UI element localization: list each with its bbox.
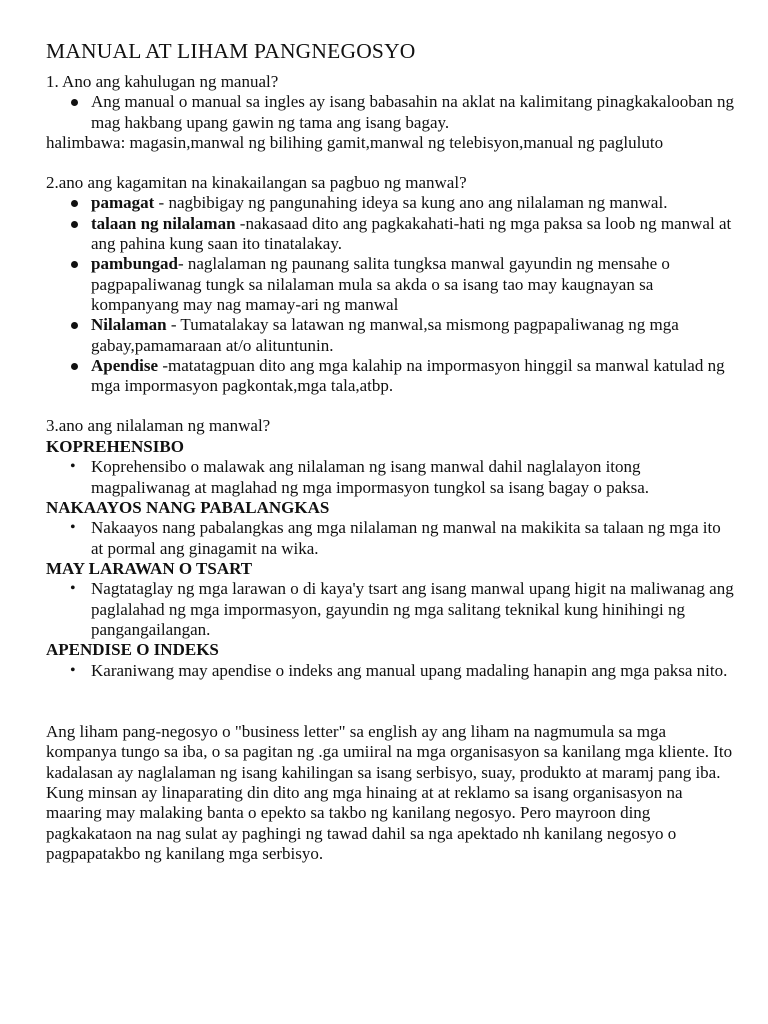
document-title: MANUAL AT LIHAM PANGNEGOSYO [46, 39, 416, 63]
term-label: talaan ng nilalaman [91, 213, 236, 233]
koprehensibo-list [46, 457, 736, 498]
term-description: - naglalaman ng paunang salita tungksa manwal gayundin ng mensahe o pagpapaliwanag tungk sa nilalaman mula sa akda o sa isang tao may kaugnayan sa kompanyang may nag mamay-ari ng manwal [91, 254, 670, 314]
subheading-larawan: MAY LARAWAN O TSART [46, 558, 253, 578]
spacer [46, 396, 736, 416]
apendise-list [46, 661, 736, 681]
spacer [46, 153, 736, 173]
subheading-nakaayos: NAKAAYOS NANG PABALANGKAS [46, 497, 330, 517]
list-item [46, 254, 736, 315]
section-1-list [46, 92, 736, 133]
list-item [46, 193, 736, 213]
example-text: halimbawa: magasin,manwal ng bilihing gamit,manwal ng telebisyon,manual ng pagluluto [46, 132, 664, 152]
term-description: -matatagpuan dito ang mga kalahip na impormasyon hinggil sa manwal katulad ng mga impormasyon pagkontak,mga tala,atbp. [91, 355, 725, 396]
question-3: 3.ano ang nilalaman ng manwal? [46, 416, 271, 436]
list-item [46, 92, 736, 133]
term-label: Nilalaman [91, 315, 167, 335]
list-item-text: Koprehensibo o malawak ang nilalaman ng isang manwal dahil naglalayon itong magpaliwanag at maglahad ng mga impormasyon tungkol sa isang bagay o paksa. [91, 457, 650, 497]
closing-paragraph: Ang liham pang-negosyo o "business letter" sa english ay ang liham na nagmumula sa mga kompanya tungo sa iba, o sa pagitan ng .ga umiiral na mga organisasyon sa kanilang mga kliente. Ito kadalasan ay naglalaman ng isang kahilingan sa isang serbisyo, suay, produkto at maramj pang iba. Kung minsan ay linaparating din dito ang mga hinaing at at reklamo sa isang organisasyon na maaring may malaking banta o epekto sa takbo ng kanilang negosyo. Pero mayroon ding pagkakataon na nag sulat ay paghingi ng tawad dahil sa nga apektado nh kanilang negosyo o pagpapatakbo ng kanilang mga serbisyo. [46, 722, 733, 863]
document-page [46, 38, 736, 864]
list-item [46, 214, 736, 255]
larawan-list [46, 579, 736, 640]
question-2: 2.ano ang kagamitan na kinakailangan sa pagbuo ng manwal? [46, 173, 467, 193]
term-label: Apendise [91, 355, 159, 375]
question-1: 1. Ano ang kahulugan ng manual? [46, 72, 279, 91]
list-item [46, 661, 736, 681]
list-item [46, 356, 736, 397]
list-item [46, 579, 736, 640]
term-description: - Tumatalakay sa latawan ng manwal,sa mismong pagpapaliwanag ng mga gabay,pamamaraan at/o alituntunin. [91, 315, 679, 355]
subheading-koprehensibo: KOPREHENSIBO [46, 436, 184, 456]
subheading-apendise: APENDISE O INDEKS [46, 640, 219, 660]
nakaayos-list [46, 518, 736, 559]
list-item-text: Nakaayos nang pabalangkas ang mga nilalaman ng manwal na makikita sa talaan ng mga ito at pormal ang ginagamit na wika. [91, 518, 721, 558]
section-2-list [46, 193, 736, 396]
term-description: -nakasaad dito ang pagkakahati-hati ng mga paksa sa loob ng manwal at ang pahina kung saan ito tinatalakay. [91, 213, 732, 254]
list-item [46, 457, 736, 498]
list-item-text: Karaniwang may apendise o indeks ang manual upang madaling hanapin ang mga paksa nito. [91, 660, 728, 680]
list-item [46, 315, 736, 356]
list-item-text: Nagtataglay ng mga larawan o di kaya'y tsart ang isang manwal upang higit na maliwanag ang paglalahad ng mga impormasyon, gayundin ng mga salitang teknikal kung hinihingi ng pangangailangan. [91, 579, 734, 640]
term-label: pambungad [91, 254, 178, 274]
term-label: pamagat [91, 193, 155, 213]
list-item-text: Ang manual o manual sa ingles ay isang babasahin na aklat na kalimitang pinagkakalooban ng mag hakbang upang gawin ng tama ang isang bagay. [91, 92, 734, 132]
term-description: - nagbibigay ng pangunahing ideya sa kung ano ang nilalaman ng manwal. [154, 193, 668, 213]
list-item [46, 518, 736, 559]
